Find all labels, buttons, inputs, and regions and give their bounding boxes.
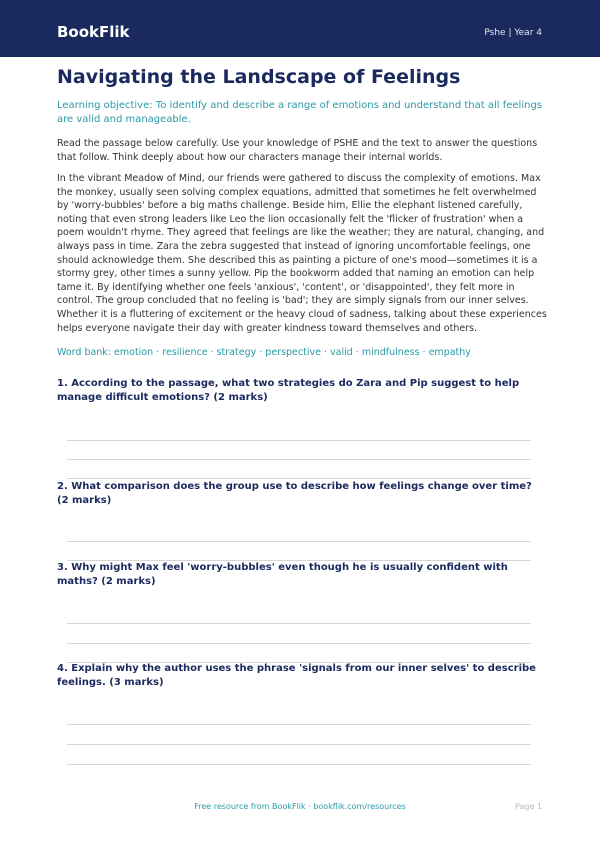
instructions-text: Read the passage below carefully. Use your knowledge of PSHE and the text to answer the questions that follow. Think deeply about how our characters manage their internal worlds. [57, 138, 538, 163]
question-2: 2. What comparison does the group use to describe how feelings change over time? (2 marks) [57, 481, 532, 506]
brand-logo-text: BookFlik [57, 23, 130, 41]
page-header [0, 0, 600, 57]
answer-line[interactable] [67, 744, 531, 745]
worksheet-title: Navigating the Landscape of Feelings [57, 66, 461, 88]
answer-line[interactable] [67, 440, 531, 441]
learning-objective: Learning objective: To identify and describe a range of emotions and understand that all feelings are valid and manageable. [57, 100, 542, 125]
answer-line[interactable] [67, 724, 531, 725]
answer-line[interactable] [67, 623, 531, 624]
word-bank: Word bank: emotion · resilience · strategy · perspective · valid · mindfulness · empathy [57, 347, 471, 358]
answer-line[interactable] [67, 459, 531, 460]
question-4: 4. Explain why the author uses the phrase 'signals from our inner selves' to describe feelings. (3 marks) [57, 663, 536, 688]
question-3: 3. Why might Max feel 'worry-bubbles' even though he is usually confident with maths? (2 marks) [57, 562, 508, 587]
answer-line[interactable] [67, 643, 531, 644]
page-number: Page 1 [515, 802, 542, 811]
answer-line[interactable] [67, 478, 531, 479]
question-1: 1. According to the passage, what two strategies do Zara and Pip suggest to help manage difficult emotions? (2 marks) [57, 378, 520, 403]
reading-passage: In the vibrant Meadow of Mind, our friends were gathered to discuss the complexity of emotions. Max the monkey, usually seen solving complex equations, admitted that sometimes he felt overwhelmed by 'worry-bubbles' before a big maths challenge. Beside him, Ellie the elephant listened carefully, noting that even strong leaders like Leo the lion occasionally felt the 'flicker of frustration' when a poem wouldn't rhyme. They agreed that feelings are like the weather; they are natural, changing, and always pass in time. Zara the zebra suggested that instead of ignoring uncomfortable feelings, one should acknowledge them. She described this as painting a picture of one's mood—sometimes it is a stormy grey, other times a sunny yellow. Pip the bookworm added that naming an emotion can help tame it. By identifying whether one feels 'anxious', 'content', or 'disappointed', they felt more in control. The group concluded that no feeling is 'bad'; they are simply signals from our inner selves. Whether it is a fluttering of excitement or the heavy cloud of sadness, talking about these experiences helps everyone navigate their day with greater kindness toward themselves and others. [57, 173, 547, 334]
answer-line[interactable] [67, 764, 531, 765]
footer-resource-link[interactable]: Free resource from BookFlik · bookflik.com/resources [194, 802, 406, 811]
subject-year-label: Pshe | Year 4 [484, 28, 542, 38]
answer-line[interactable] [67, 541, 531, 542]
